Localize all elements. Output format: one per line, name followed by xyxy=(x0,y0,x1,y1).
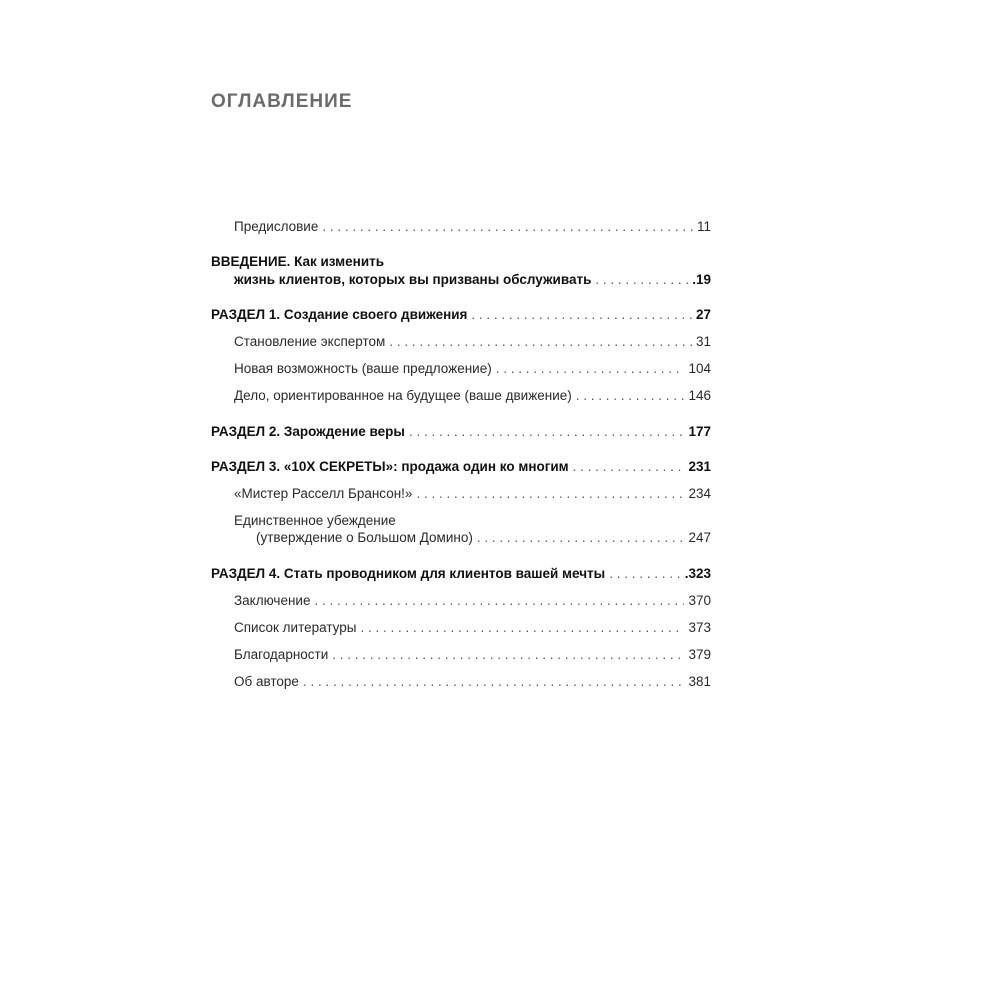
dot-leader xyxy=(595,271,688,289)
toc-label: «Мистер Расселл Брансон!» xyxy=(234,486,413,501)
dot-leader xyxy=(416,485,684,503)
toc-entry-section-1[interactable] xyxy=(211,306,711,324)
page-title: ОГЛАВЛЕНИЕ xyxy=(211,91,353,112)
toc-page-number: 177 xyxy=(688,424,711,439)
dot-leader xyxy=(609,565,681,583)
toc-page-number: 247 xyxy=(688,530,711,545)
toc-label: Благодарности xyxy=(234,647,329,662)
toc-label: Новая возможность (ваше предложение) xyxy=(234,361,492,376)
dot-leader xyxy=(471,306,692,324)
toc-entry-bibliography[interactable] xyxy=(234,619,711,637)
dot-leader xyxy=(496,360,685,378)
table-of-contents xyxy=(211,0,711,1000)
dot-leader xyxy=(576,387,685,405)
toc-entry-expert[interactable] xyxy=(234,333,711,351)
toc-entry-offer[interactable] xyxy=(234,360,711,378)
toc-label: РАЗДЕЛ 2. Зарождение веры xyxy=(211,424,405,439)
toc-label: (утверждение о Большом Домино) xyxy=(256,530,473,545)
toc-page-number: 373 xyxy=(688,620,711,635)
toc-page-number: 104 xyxy=(688,361,711,376)
toc-entry-intro[interactable] xyxy=(234,271,711,289)
toc-entry-branson[interactable] xyxy=(234,485,711,503)
toc-entry-about[interactable] xyxy=(234,673,711,691)
toc-label: жизнь клиентов, которых вы призваны обслуживать xyxy=(234,272,592,287)
toc-page-number: 381 xyxy=(688,674,711,689)
toc-entry-conclusion[interactable] xyxy=(234,592,711,610)
dot-leader xyxy=(332,646,684,664)
toc-label: Список литературы xyxy=(234,620,357,635)
dot-leader xyxy=(322,218,693,236)
toc-entry-intro-line1[interactable]: ВВЕДЕНИЕ. Как изменить xyxy=(211,254,385,269)
toc-label: Дело, ориентированное на будущее (ваше движение) xyxy=(234,388,572,403)
dot-leader xyxy=(314,592,684,610)
dot-leader xyxy=(361,619,685,637)
toc-label: Предисловие xyxy=(234,219,319,234)
dot-leader xyxy=(477,529,685,547)
toc-entry-section-2[interactable] xyxy=(211,423,711,441)
toc-page-number: 27 xyxy=(695,307,711,322)
dot-leader xyxy=(303,673,685,691)
toc-entry-belief[interactable] xyxy=(256,529,711,547)
toc-page-number: 370 xyxy=(688,593,711,608)
toc-label: РАЗДЕЛ 3. «10Х СЕКРЕТЫ»: продажа один ко многим xyxy=(211,459,569,474)
toc-label: РАЗДЕЛ 1. Создание своего движения xyxy=(211,307,468,322)
toc-entry-section-3[interactable] xyxy=(211,458,711,476)
toc-entry-belief-line1[interactable]: Единственное убеждение xyxy=(234,513,396,528)
toc-label: Становление экспертом xyxy=(234,334,386,349)
toc-page-number: 379 xyxy=(688,647,711,662)
toc-page-number: 231 xyxy=(688,459,711,474)
toc-page-number: 234 xyxy=(688,486,711,501)
toc-label: Об авторе xyxy=(234,674,299,689)
toc-entry-preface[interactable] xyxy=(234,218,711,236)
toc-page-number: 31 xyxy=(695,334,711,349)
toc-entry-movement[interactable] xyxy=(234,387,711,405)
dot-leader xyxy=(409,423,685,441)
toc-page-number: 146 xyxy=(688,388,711,403)
dot-leader xyxy=(389,333,692,351)
toc-label: РАЗДЕЛ 4. Стать проводником для клиентов вашей мечты xyxy=(211,566,606,581)
toc-page-number: 11 xyxy=(696,219,711,234)
toc-label: Заключение xyxy=(234,593,311,608)
toc-page-number: .19 xyxy=(692,272,711,287)
dot-leader xyxy=(573,458,685,476)
toc-page-number: .323 xyxy=(684,566,711,581)
toc-entry-acknowledgments[interactable] xyxy=(234,646,711,664)
toc-entry-section-4[interactable] xyxy=(211,565,711,583)
